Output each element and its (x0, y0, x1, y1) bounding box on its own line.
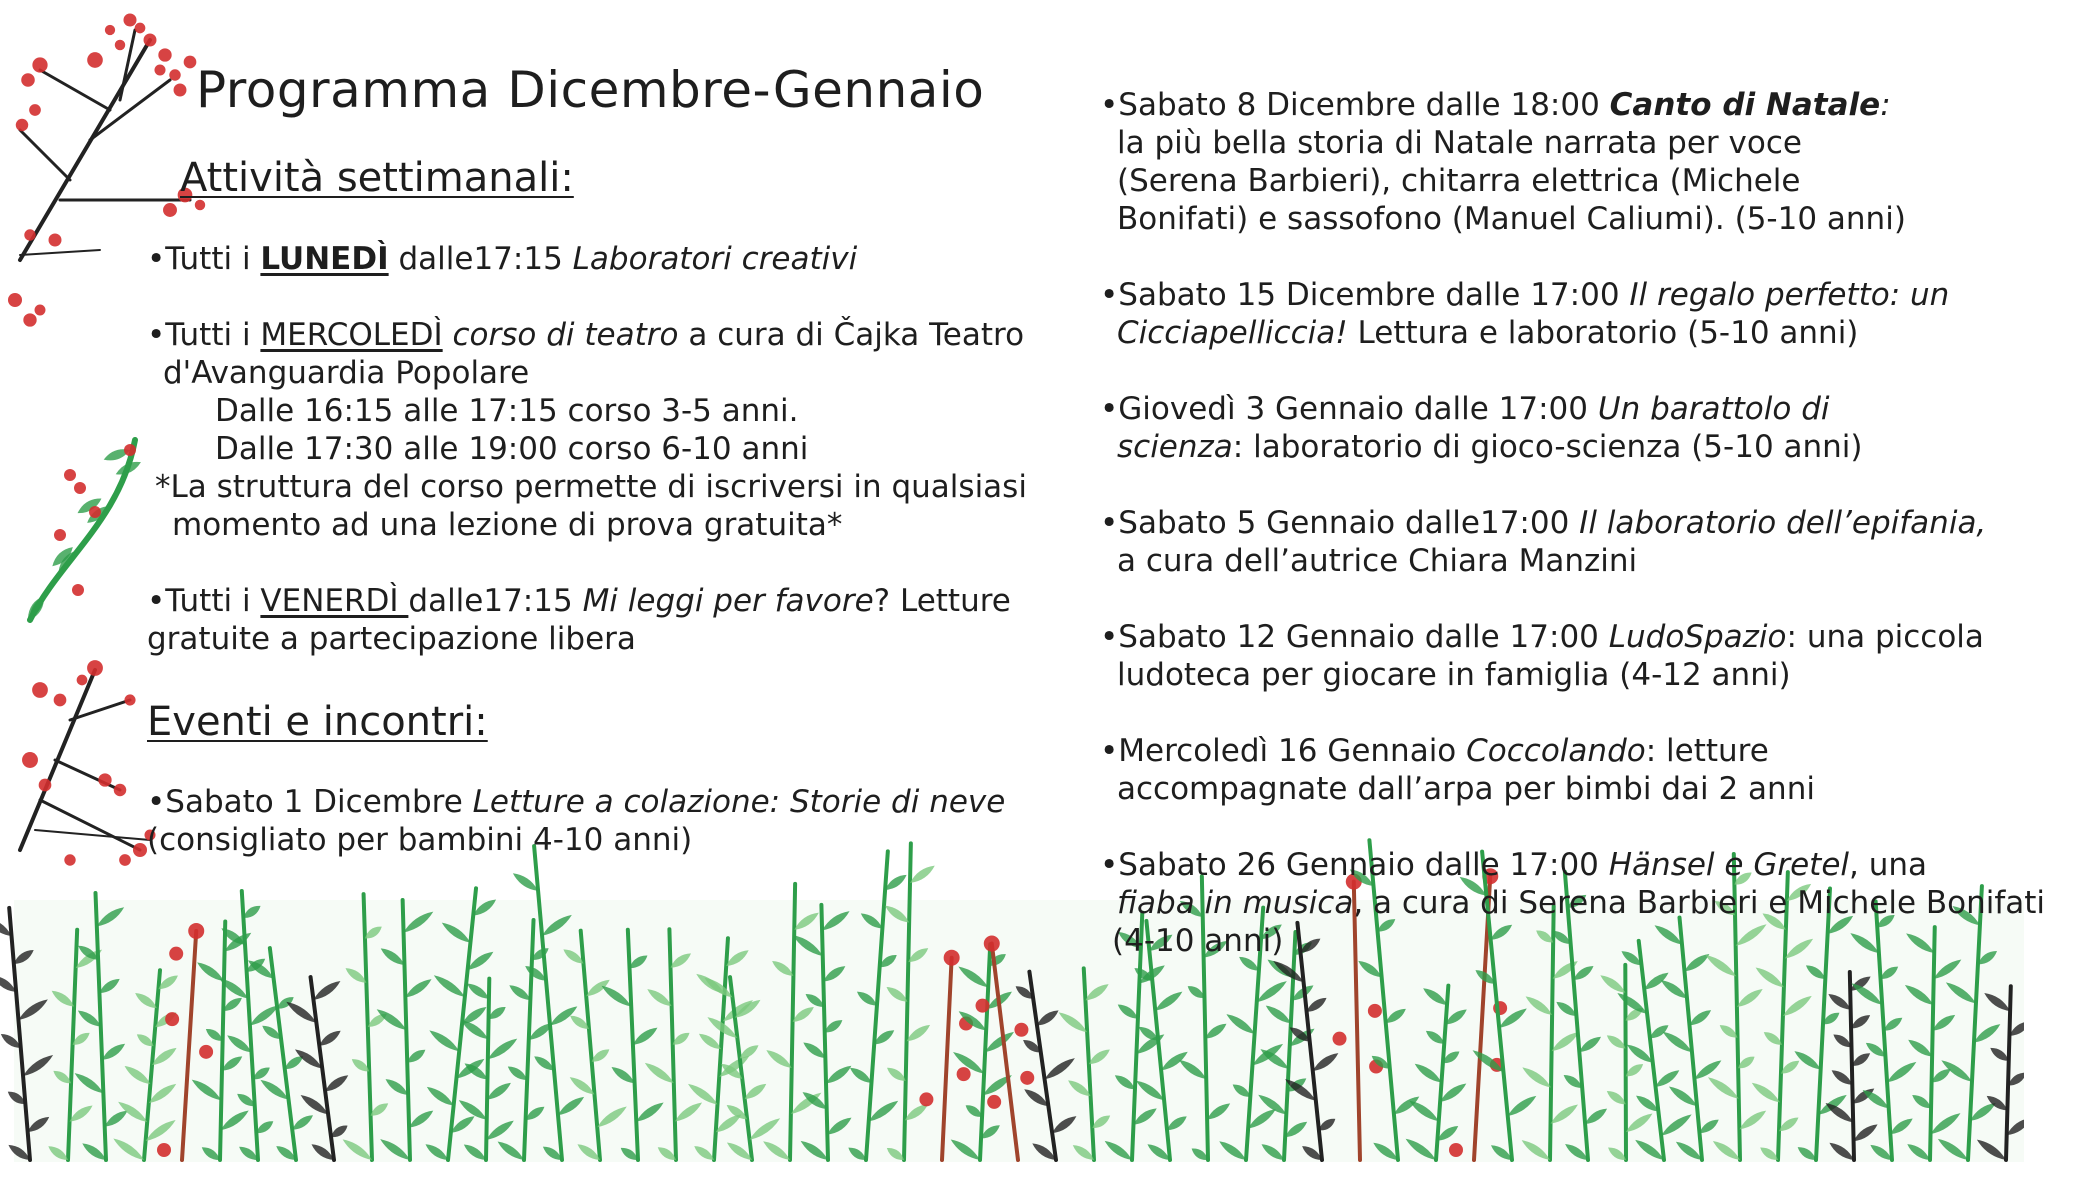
weekly-activities-heading: Attività settimanali: (180, 155, 574, 201)
berry (114, 784, 127, 797)
berry (144, 34, 157, 47)
berry (49, 234, 62, 247)
berry (105, 25, 115, 35)
wednesday-prefix: •Tutti i (147, 317, 261, 353)
event-7-details: : letture (1645, 733, 1769, 769)
berry (199, 1045, 213, 1059)
event-7-date: •Mercoledì 16 Gennaio (1100, 733, 1467, 769)
berry (957, 1067, 971, 1081)
page-title: Programma Dicembre-Gennaio (196, 61, 985, 119)
event-8-details: , una (1849, 847, 1927, 883)
berry (87, 52, 103, 68)
wednesday-note-line-2: momento ad una lezione di prova gratuita* (172, 507, 843, 543)
event-5 (1100, 504, 1986, 542)
event-5-line-2: a cura dell’autrice Chiara Manzini (1117, 543, 1638, 579)
event-4-title-part-2: scienza (1117, 429, 1233, 465)
event-2-colon: : (1880, 87, 1891, 123)
berry (158, 48, 171, 61)
top-left-branch-illustration (8, 13, 205, 326)
friday-day: VENERDÌ (260, 583, 409, 619)
berry (35, 305, 46, 316)
wednesday-day: MERCOLEDÌ (260, 317, 443, 353)
berry (1368, 1004, 1382, 1018)
event-8-organizers: , a cura di Serena Barbieri e Michele Bonifati (1353, 885, 2046, 921)
event-7-title: Coccolando (1466, 733, 1646, 769)
event-1-date: •Sabato 1 Dicembre (147, 784, 473, 820)
berry (135, 23, 146, 34)
berry (115, 40, 125, 50)
monday-activity-name: Laboratori creativi (572, 241, 858, 277)
event-6-title: LudoSpazio (1608, 619, 1787, 655)
event-6-details: : una piccola (1786, 619, 1984, 655)
event-1-line-2: (consigliato per bambini 4-10 anni) (147, 822, 693, 858)
event-2 (1100, 86, 1891, 124)
leaf (116, 462, 141, 475)
event-8-line-2 (1117, 884, 2045, 922)
leaf (513, 873, 538, 891)
berry (39, 779, 52, 792)
berry (123, 13, 136, 26)
leaf (885, 875, 906, 890)
event-2-title: Canto di Natale (1609, 87, 1881, 123)
branch-stem (55, 760, 120, 790)
branch-stem (40, 70, 110, 110)
berry (119, 854, 131, 866)
berry (1333, 1032, 1347, 1046)
event-2-line-4: Bonifati) e sassofono (Manuel Caliumi). (5-10 anni) (1117, 201, 1906, 237)
berry (133, 843, 147, 857)
berry (919, 1092, 933, 1106)
berry (154, 64, 165, 75)
right-margin (2024, 880, 2092, 1195)
event-2-line-3: (Serena Barbieri), chitarra elettrica (Michele (1117, 163, 1801, 199)
event-1 (147, 783, 1005, 821)
event-8-subtitle: fiaba in musica (1117, 885, 1354, 921)
friday-activity-line-2: gratuite a partecipazione libera (147, 621, 636, 657)
event-7-line-2: accompagnate dall’arpa per bimbi dai 2 anni (1117, 771, 1815, 807)
berry (1020, 1071, 1034, 1085)
berry (169, 69, 180, 80)
berry (29, 104, 41, 116)
monday-day: LUNEDÌ (260, 241, 389, 277)
berry (16, 119, 28, 131)
berry (188, 923, 204, 939)
berry (74, 482, 86, 494)
wednesday-activity-name: corso di teatro (442, 317, 679, 353)
berry (77, 675, 88, 686)
branch-stem (90, 80, 170, 140)
berry (1449, 1143, 1463, 1157)
leaf (30, 596, 44, 620)
berry (64, 854, 75, 865)
event-1-title: Letture a colazione: Storie di neve (472, 784, 1006, 820)
event-2-line-2: la più bella storia di Natale narrata per voce (1117, 125, 1802, 161)
branch-stem (35, 830, 150, 840)
bottom-margin (0, 1162, 2092, 1195)
event-7 (1100, 732, 1769, 770)
branch-stem (20, 130, 70, 180)
event-4-date: •Giovedì 3 Gennaio dalle 17:00 (1100, 391, 1598, 427)
event-3 (1100, 276, 1949, 314)
wednesday-slot-1: Dalle 16:15 alle 17:15 corso 3-5 anni. (215, 393, 799, 429)
berry (976, 999, 990, 1013)
berry (944, 950, 960, 966)
berry (184, 56, 197, 69)
wednesday-slot-2: Dalle 17:30 alle 19:00 corso 6-10 anni (215, 431, 809, 467)
monday-time: dalle17:15 (388, 241, 573, 277)
event-3-date: •Sabato 15 Dicembre dalle 17:00 (1100, 277, 1630, 313)
friday-time: dalle17:15 (408, 583, 583, 619)
event-3-title-part-1: Il regalo perfetto: un (1629, 277, 1950, 313)
friday-activity (147, 582, 1011, 620)
event-8-line-3: (4-10 anni) (1112, 923, 1284, 959)
berry (174, 84, 187, 97)
wednesday-note-line-1: *La struttura del corso permette di iscriversi in qualsiasi (155, 469, 1027, 505)
berry (8, 293, 22, 307)
branch-stem (40, 800, 140, 850)
berry (157, 1143, 171, 1157)
berry (1014, 1023, 1028, 1037)
berry (163, 203, 177, 217)
wednesday-company: d'Avanguardia Popolare (163, 355, 530, 391)
event-6-line-2: ludoteca per giocare in famiglia (4-12 anni) (1117, 657, 1791, 693)
event-3-details: Lettura e laboratorio (5-10 anni) (1347, 315, 1859, 351)
event-3-title-part-2: Cicciapelliccia! (1117, 315, 1348, 351)
event-4 (1100, 390, 1829, 428)
berry (54, 694, 67, 707)
berry (987, 1095, 1001, 1109)
monday-activity (147, 240, 857, 278)
berry (21, 73, 35, 87)
monday-prefix: •Tutti i (147, 241, 261, 277)
berry (165, 1012, 179, 1026)
berry (54, 529, 66, 541)
berry (87, 660, 103, 676)
friday-prefix: •Tutti i (147, 583, 261, 619)
event-2-date: •Sabato 8 Dicembre dalle 18:00 (1100, 87, 1610, 123)
berry (89, 506, 101, 518)
branch-stem (20, 250, 100, 255)
leaf (910, 866, 935, 883)
berry (124, 694, 135, 705)
plant-stem (1625, 965, 1626, 1160)
event-4-line-2 (1117, 428, 1863, 466)
event-4-title-part-1: Un barattolo di (1597, 391, 1830, 427)
berry (24, 229, 35, 240)
event-5-title: Il laboratorio dell’epifania, (1579, 505, 1987, 541)
berry (984, 936, 1000, 952)
event-8-date: •Sabato 26 Gennaio dalle 17:00 (1100, 847, 1609, 883)
berry (98, 773, 111, 786)
berry (32, 57, 47, 72)
berry (23, 313, 36, 326)
event-3-line-2 (1117, 314, 1858, 352)
berry (22, 752, 38, 768)
event-5-date: •Sabato 5 Gennaio dalle17:00 (1100, 505, 1580, 541)
berry (72, 584, 84, 596)
wednesday-organizer: a cura di Čajka Teatro (678, 317, 1025, 353)
event-8 (1100, 846, 1927, 884)
wednesday-activity (147, 316, 1024, 354)
berry (64, 469, 76, 481)
left-green-vine-illustration (28, 440, 141, 620)
berry (124, 444, 136, 456)
event-4-details: : laboratorio di gioco-scienza (5-10 anni) (1232, 429, 1863, 465)
friday-activity-name: Mi leggi per favore (582, 583, 874, 619)
left-lower-branch-illustration (20, 660, 156, 866)
event-8-title: Hänsel e Gretel (1608, 847, 1849, 883)
event-6 (1100, 618, 1984, 656)
events-heading: Eventi e incontri: (147, 699, 488, 745)
event-6-date: •Sabato 12 Gennaio dalle 17:00 (1100, 619, 1609, 655)
berry (32, 682, 48, 698)
berry (169, 947, 183, 961)
friday-activity-rest: ? Letture (873, 583, 1011, 619)
